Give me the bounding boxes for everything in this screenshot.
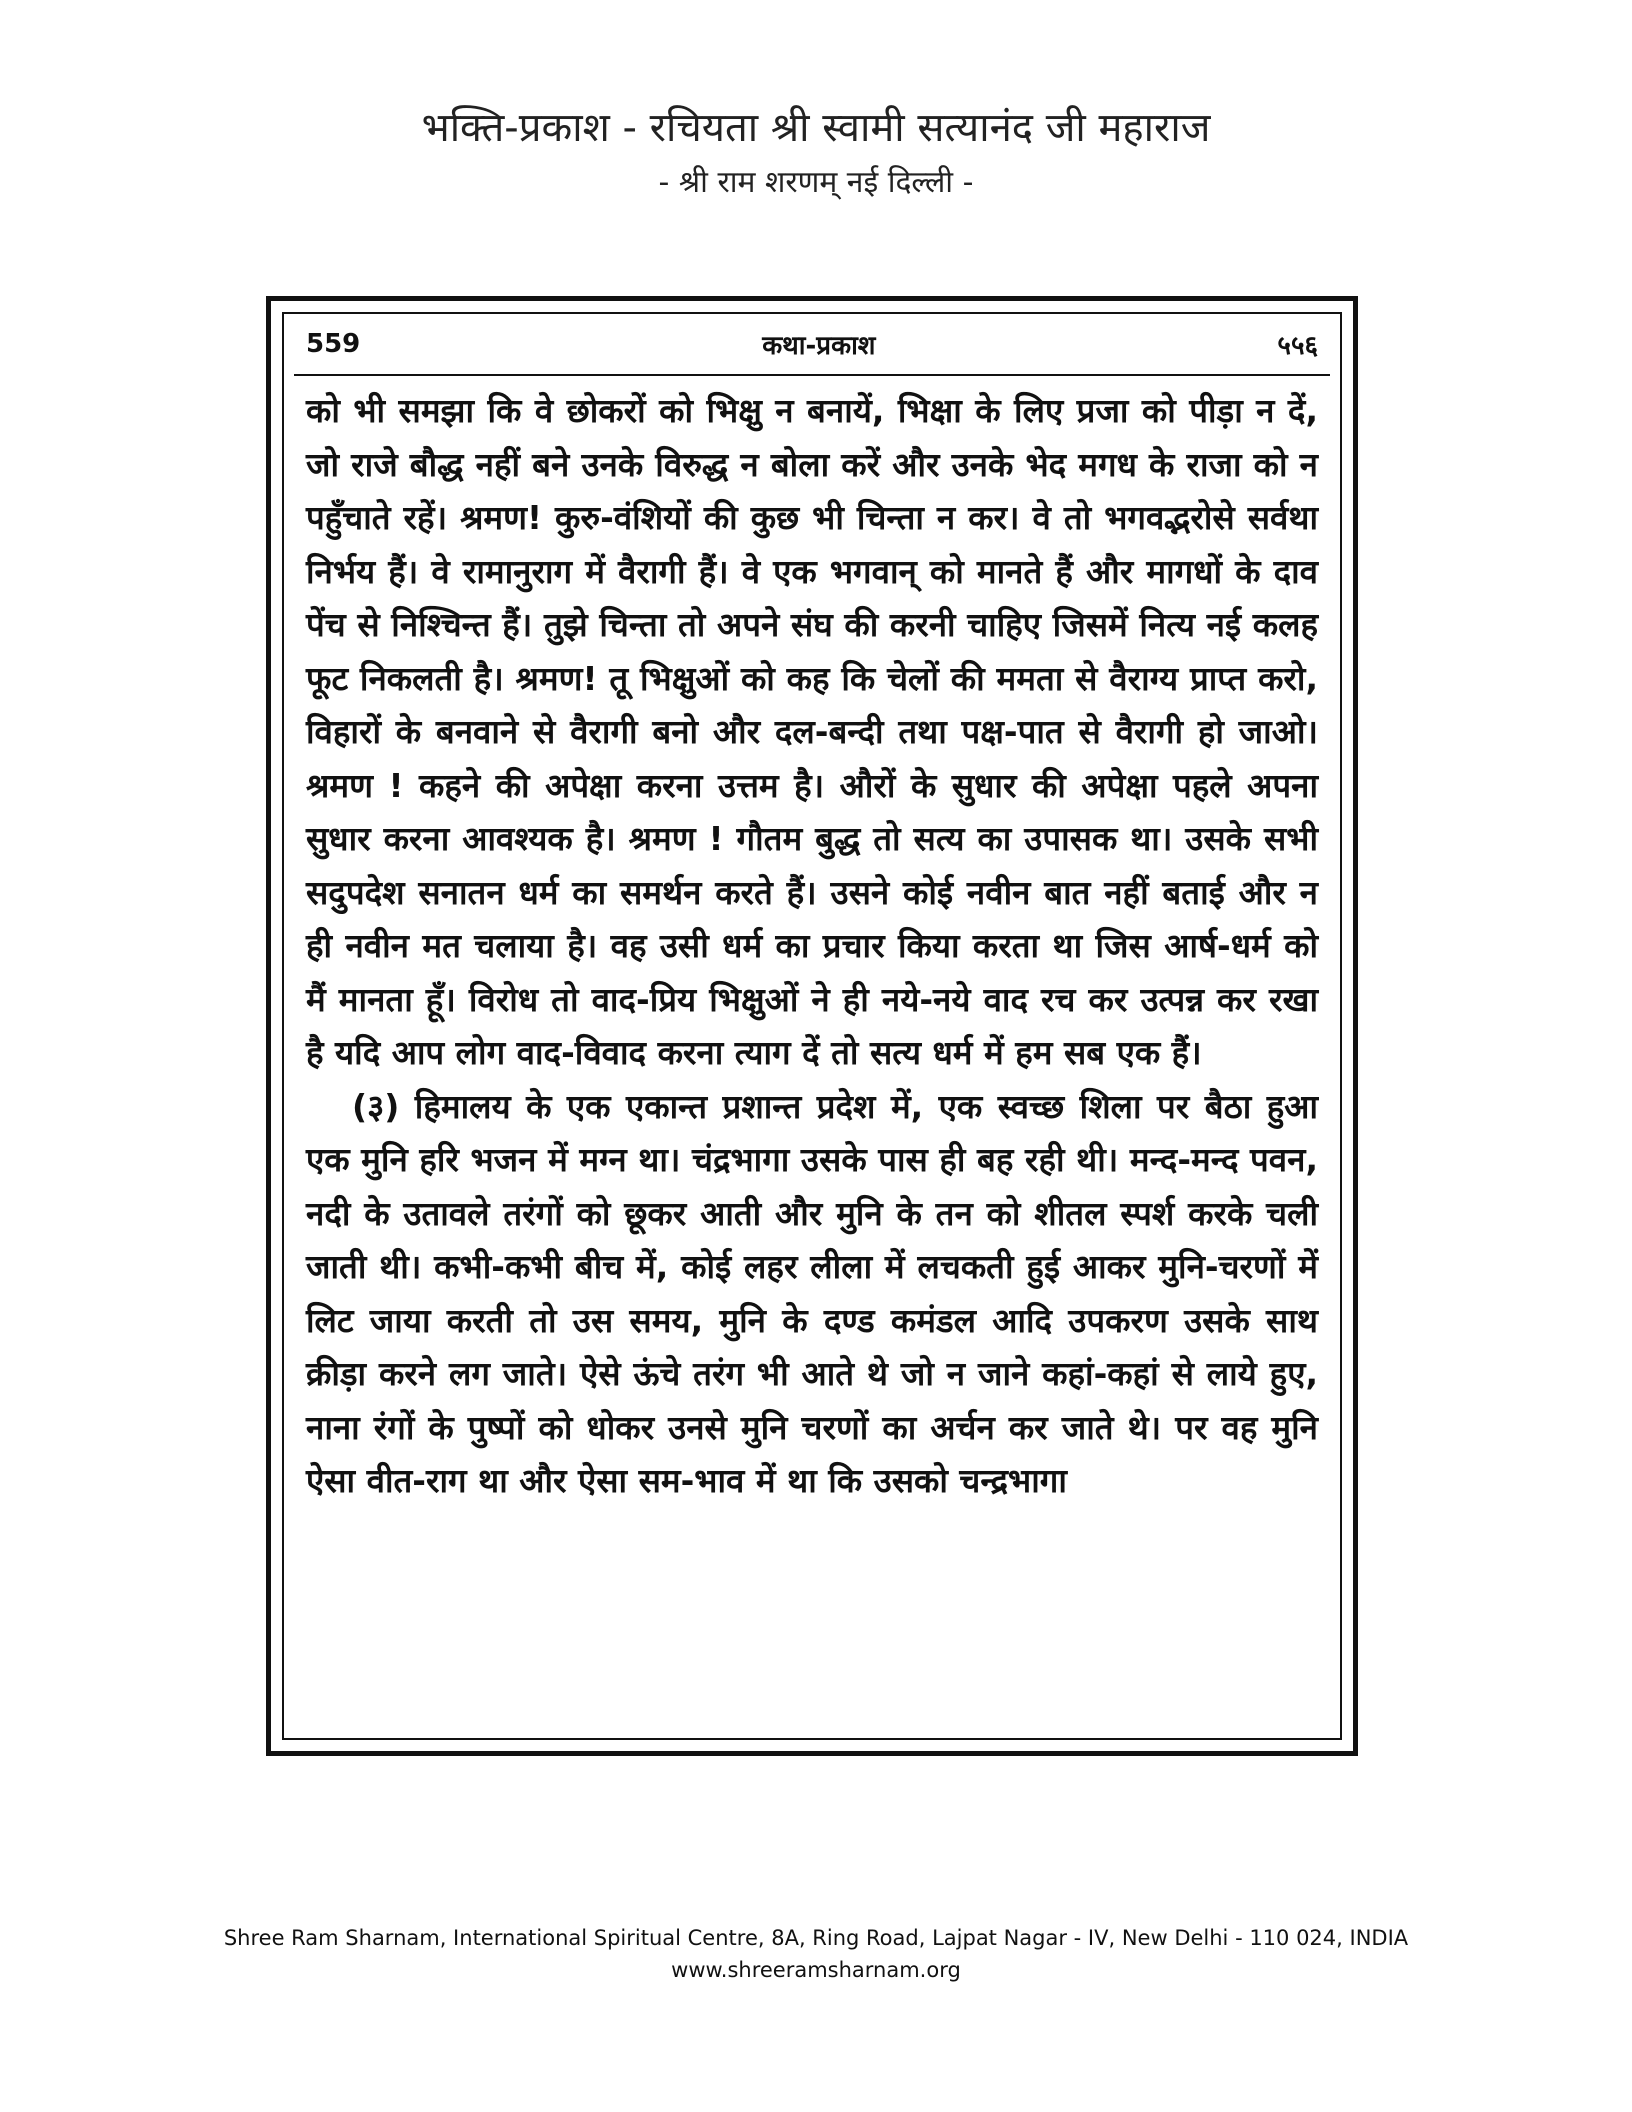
header-divider: [294, 374, 1330, 376]
page-frame-inner: [282, 312, 1342, 1740]
paragraph: (३) हिमालय के एक एकान्त प्रशान्त प्रदेश में, एक स्वच्छ शिला पर बैठा हुआ एक मुनि हरि भजन में मग्न था। चंद्रभागा उसके पास ही बह रही थी। मन्द-मन्द पवन, नदी के उतावले तरंगों को छूकर आती और मुनि के तन को शीतल स्पर्श करके चली जाती थी। कभी-कभी बीच में, कोई लहर लीला में लचकती हुई आकर मुनि-चरणों में लिट जाया करती तो उस समय, मुनि के दण्ड कमंडल आदि उपकरण उसके साथ क्रीड़ा करने लग जाते। ऐसे ऊंचे तरंग भी आते थे जो न जाने कहां-कहां से लाये हुए, नाना रंगों के पुष्पों को धोकर उनसे मुनि चरणों का अर्चन कर जाते थे। पर वह मुनि ऐसा वीत-राग था और ऐसा सम-भाव में था कि उसको चन्द्रभागा: [306, 1086, 1318, 1500]
page-number-devanagari: ५५६: [1277, 331, 1318, 361]
footer-website: www.shreeramsharnam.org: [671, 1958, 961, 1982]
book-title: भक्ति-प्रकाश - रचियता श्री स्वामी सत्यानंद जी महाराज: [421, 105, 1211, 151]
document-header: [0, 100, 1632, 206]
page-number-arabic: 559: [306, 329, 361, 359]
book-subtitle: - श्री राम शरणम् नई दिल्ली -: [658, 165, 974, 200]
running-title: कथा-प्रकाश: [762, 331, 876, 361]
running-head: [306, 324, 1318, 364]
footer-address: Shree Ram Sharnam, International Spiritual Centre, 8A, Ring Road, Lajpat Nagar - IV, New Delhi - 110 024, INDIA: [223, 1926, 1409, 1950]
page-frame: [266, 296, 1358, 1756]
paragraph: को भी समझा कि वे छोकरों को भिक्षु न बनायें, भिक्षा के लिए प्रजा को पीड़ा न दें, जो राजे बौद्ध नहीं बने उनके विरुद्ध न बोला करें और उनके भेद मगध के राजा को न पहुँचाते रहें। श्रमण! कुरु-वंशियों की कुछ भी चिन्ता न कर। वे तो भगवद्भरोसे सर्वथा निर्भय हैं। वे रामानुराग में वैरागी हैं। वे एक भगवान् को मानते हैं और मागधों के दाव पेंच से निश्चिन्त हैं। तुझे चिन्ता तो अपने संघ की करनी चाहिए जिसमें नित्य नई कलह फूट निकलती है। श्रमण! तू भिक्षुओं को कह कि चेलों की ममता से वैराग्य प्राप्त करो, विहारों के बनवाने से वैरागी बनो और दल-बन्दी तथा पक्ष-पात से वैरागी हो जाओ। श्रमण ! कहने की अपेक्षा करना उत्तम है। औरों के सुधार की अपेक्षा पहले अपना सुधार करना आवश्यक है। श्रमण ! गौतम बुद्ध तो सत्य का उपासक था। उसके सभी सदुपदेश सनातन धर्म का समर्थन करते हैं। उसने कोई नवीन बात नहीं बताई और न ही नवीन मत चलाया है। वह उसी धर्म का प्रचार किया करता था जिस आर्ष-धर्म को मैं मानता हूँ। विरोध तो वाद-प्रिय भिक्षुओं ने ही नये-नये वाद रच कर उत्पन्न कर रखा है यदि आप लोग वाद-विवाद करना त्याग दें तो सत्य धर्म में हम सब एक हैं।: [306, 391, 1318, 1072]
page-body: [306, 384, 1318, 1508]
document-footer: [0, 1922, 1632, 1986]
